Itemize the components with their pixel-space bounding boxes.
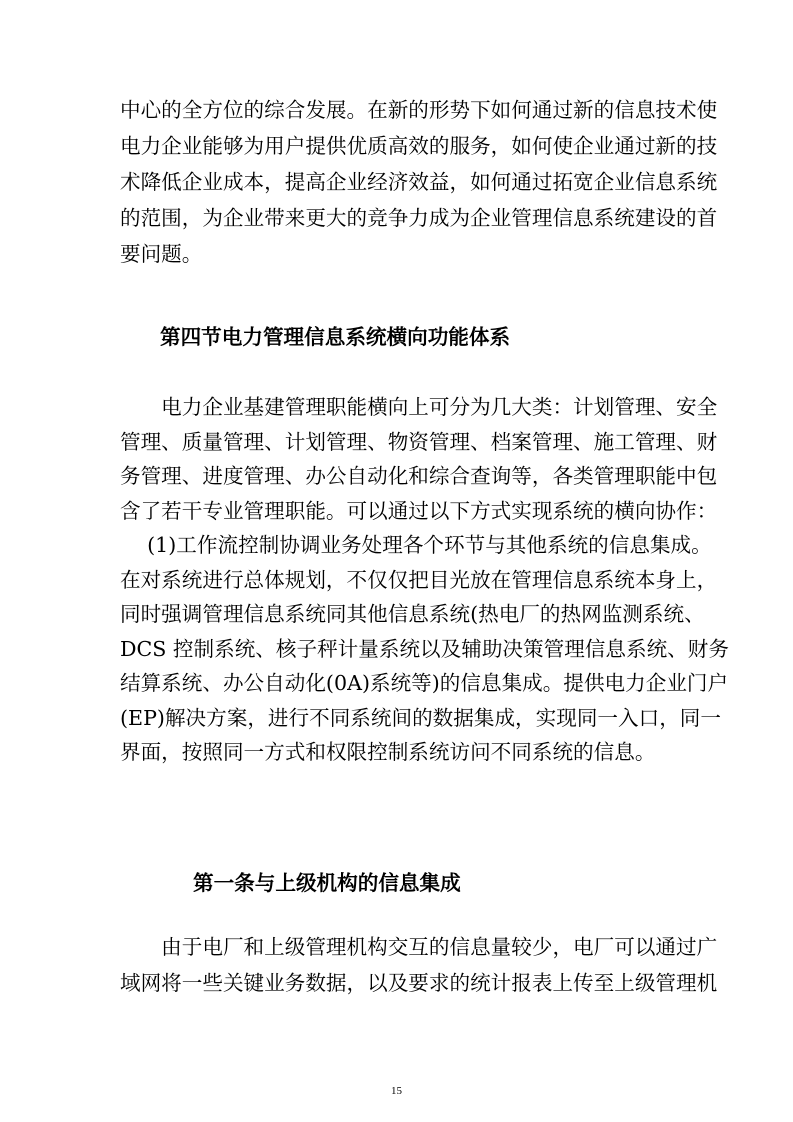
text-line: 要问题。: [120, 242, 203, 266]
text-line: 中心的全方位的综合发展。在新的形势下如何通过新的信息技术使: [120, 98, 718, 122]
text-line: 管理、质量管理、计划管理、物资管理、档案管理、施工管理、财: [120, 430, 718, 454]
text-line: DCS 控制系统、核子秤计量系统以及辅助决策管理信息系统、财务: [120, 637, 729, 661]
text-line: 在对系统进行总体规划，不仅仅把目光放在管理信息系统本身上，: [120, 568, 718, 592]
text-line: 务管理、进度管理、办公自动化和综合查询等，各类管理职能中包: [120, 464, 718, 488]
subsection-heading: 第一条与上级机构的信息集成: [193, 871, 461, 895]
text-line: 术降低企业成本，提高企业经济效益，如何通过拓宽企业信息系统: [120, 170, 718, 194]
text-line: 结算系统、办公自动化(0A)系统等)的信息集成。提供电力企业门户: [120, 671, 729, 695]
text-line: 含了若干专业管理职能。可以通过以下方式实现系统的横向协作：: [120, 499, 718, 523]
text-line: 界面，按照同一方式和权限控制系统访问不同系统的信息。: [120, 740, 656, 764]
page-number: 15: [391, 1085, 402, 1097]
text-line: 电力企业基建管理职能横向上可分为几大类：计划管理、安全: [120, 395, 718, 419]
text-line: 域网将一些关键业务数据，以及要求的统计报表上传至上级管理机: [120, 971, 718, 995]
text-line: (1)工作流控制协调业务处理各个环节与其他系统的信息集成。: [120, 533, 712, 557]
text-line: 的范围，为企业带来更大的竞争力成为企业管理信息系统建设的首: [120, 206, 718, 230]
text-line: 电力企业能够为用户提供优质高效的服务，如何使企业通过新的技: [120, 134, 718, 158]
text-line: (EP)解决方案，进行不同系统间的数据集成，实现同一入口，同一: [120, 706, 721, 730]
text-line: 由于电厂和上级管理机构交互的信息量较少，电厂可以通过广: [120, 935, 718, 959]
text-line: 同时强调管理信息系统同其他信息系统(热电厂的热网监测系统、: [120, 602, 705, 626]
section-heading: 第四节电力管理信息系统横向功能体系: [160, 325, 511, 349]
